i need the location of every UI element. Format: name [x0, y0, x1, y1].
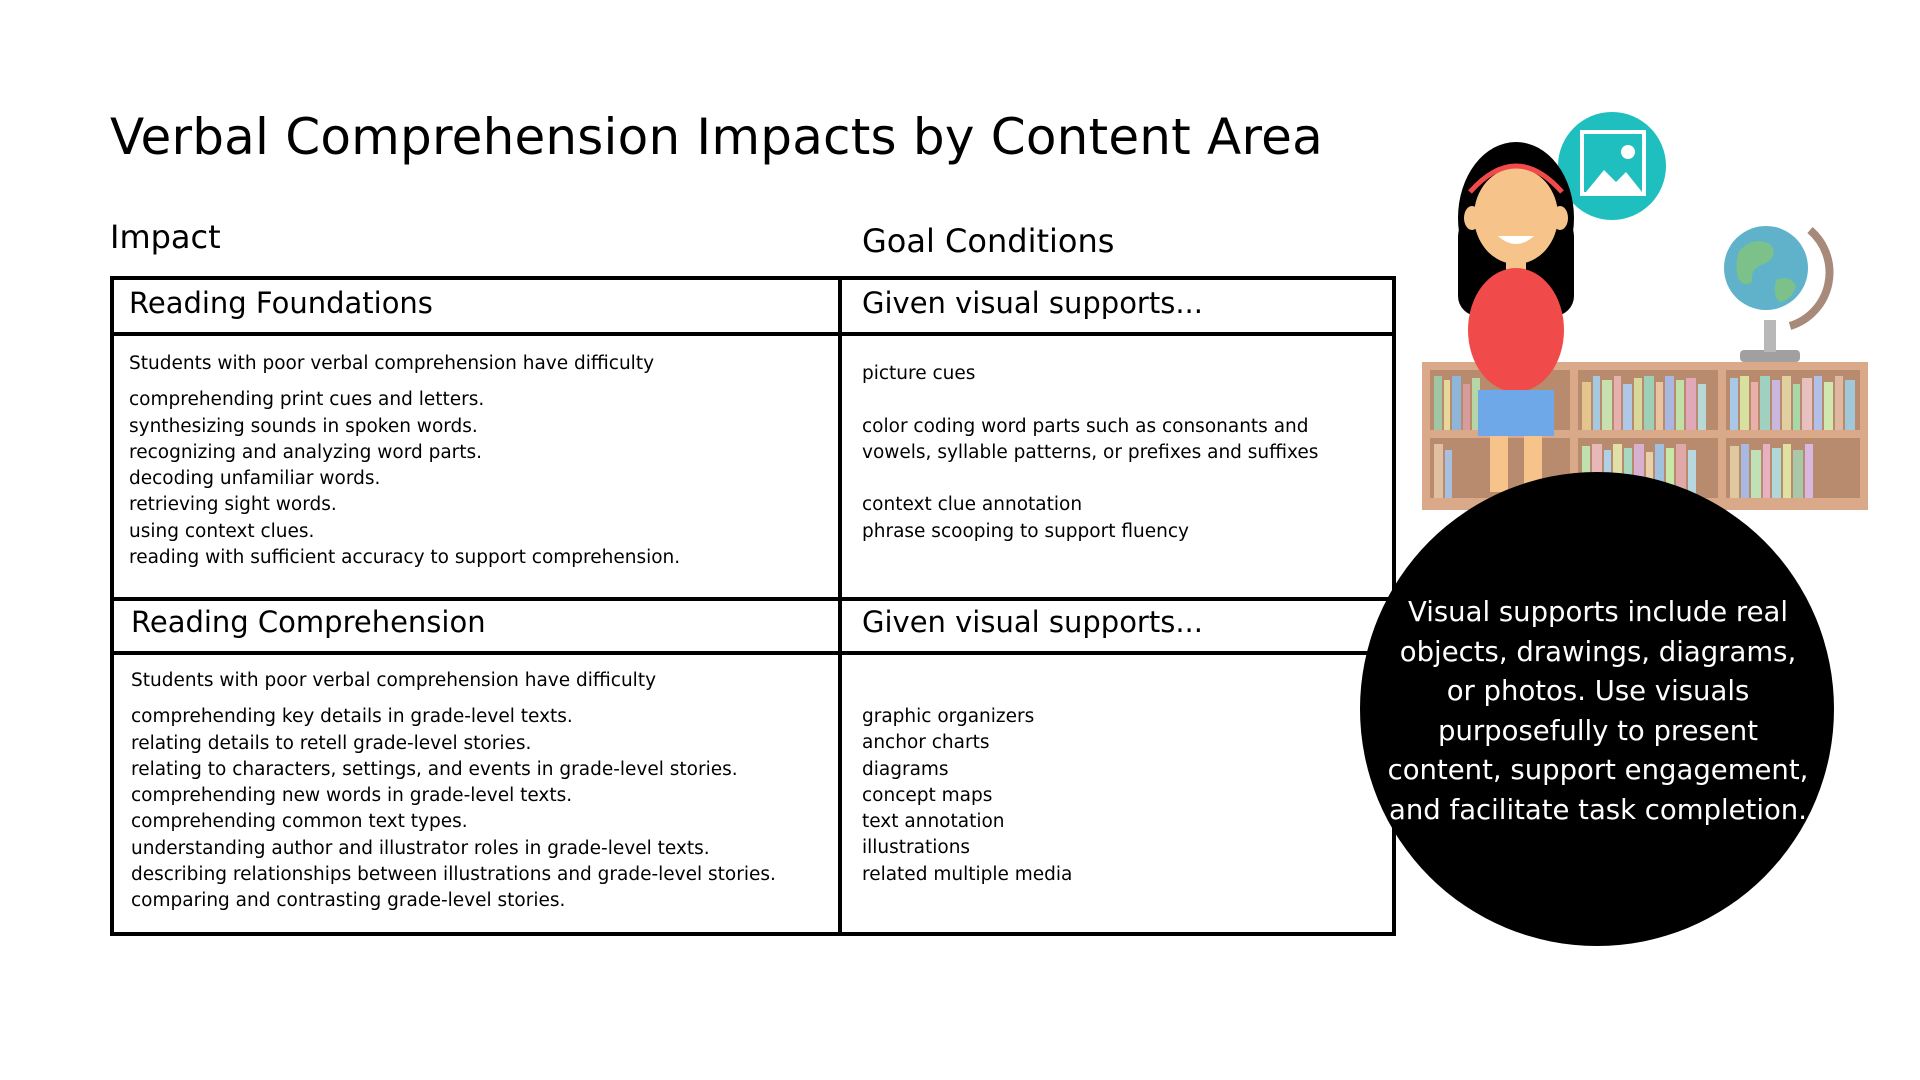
- content-table: [110, 276, 1396, 936]
- callout-text: Visual supports include real objects, drawings, diagrams, or photos. Use visuals purposefully to present content, support engagement, and facilitate task completion.: [1387, 596, 1809, 826]
- list-item: synthesizing sounds in spoken words.: [129, 415, 478, 437]
- list-item: describing relationships between illustrations and grade-level stories.: [131, 864, 776, 886]
- list-item: concept maps: [862, 784, 993, 806]
- row-divider: [114, 332, 1392, 336]
- goal-list: [862, 704, 1072, 888]
- row-divider: [114, 597, 1392, 601]
- list-item: understanding author and illustrator roles in grade-level texts.: [131, 837, 710, 859]
- image-icon: [1558, 112, 1666, 220]
- spacer: [862, 387, 1318, 413]
- impact-list: [131, 668, 776, 915]
- impact-intro: Students with poor verbal comprehension have difficulty: [129, 353, 655, 374]
- list-item: text annotation: [862, 811, 1005, 833]
- illustration: [1410, 100, 1880, 520]
- list-item: reading with sufficient accuracy to support comprehension.: [129, 547, 681, 569]
- row-heading-reading-foundations: Reading Foundations: [129, 286, 433, 320]
- page-title: Verbal Comprehension Impacts by Content Area: [110, 108, 1323, 166]
- spacer: [862, 466, 1318, 492]
- list-item: relating details to retell grade-level stories.: [131, 732, 532, 754]
- list-item: recognizing and analyzing word parts.: [129, 441, 483, 463]
- list-item: comparing and contrasting grade-level stories.: [131, 890, 566, 912]
- row-heading-reading-comprehension: Reading Comprehension: [131, 605, 486, 639]
- list-item: picture cues: [862, 363, 976, 384]
- list-item: decoding unfamiliar words.: [129, 468, 381, 490]
- list-item: comprehending new words in grade-level texts.: [131, 785, 573, 807]
- list-item: retrieving sight words.: [129, 494, 337, 516]
- goal-heading: Given visual supports...: [862, 605, 1203, 639]
- list-item: graphic organizers: [862, 706, 1035, 727]
- list-item: anchor charts: [862, 732, 990, 754]
- list-item: comprehending print cues and letters.: [129, 389, 485, 411]
- list-item: context clue annotation: [862, 494, 1083, 516]
- list-item: comprehending key details in grade-level texts.: [131, 706, 573, 728]
- column-header-impact: Impact: [110, 218, 221, 256]
- list-item: illustrations: [862, 837, 971, 859]
- list-item: phrase scooping to support fluency: [862, 520, 1189, 542]
- impact-list: [129, 351, 680, 571]
- impact-intro: Students with poor verbal comprehension have difficulty: [131, 670, 657, 691]
- list-item: using context clues.: [129, 520, 315, 542]
- column-divider: [838, 280, 842, 932]
- list-item: color coding word parts such as consonants and: [862, 415, 1309, 437]
- list-item: relating to characters, settings, and events in grade-level stories.: [131, 758, 738, 780]
- list-item: comprehending common text types.: [131, 811, 468, 833]
- list-item: vowels, syllable patterns, or prefixes and suffixes: [862, 441, 1319, 463]
- globe-icon: [1724, 226, 1830, 362]
- list-item: diagrams: [862, 758, 949, 780]
- row-divider: [114, 651, 1392, 655]
- list-item: related multiple media: [862, 863, 1073, 885]
- goal-heading: Given visual supports...: [862, 286, 1203, 320]
- column-header-goal-conditions: Goal Conditions: [862, 222, 1115, 260]
- goal-list: [862, 361, 1318, 545]
